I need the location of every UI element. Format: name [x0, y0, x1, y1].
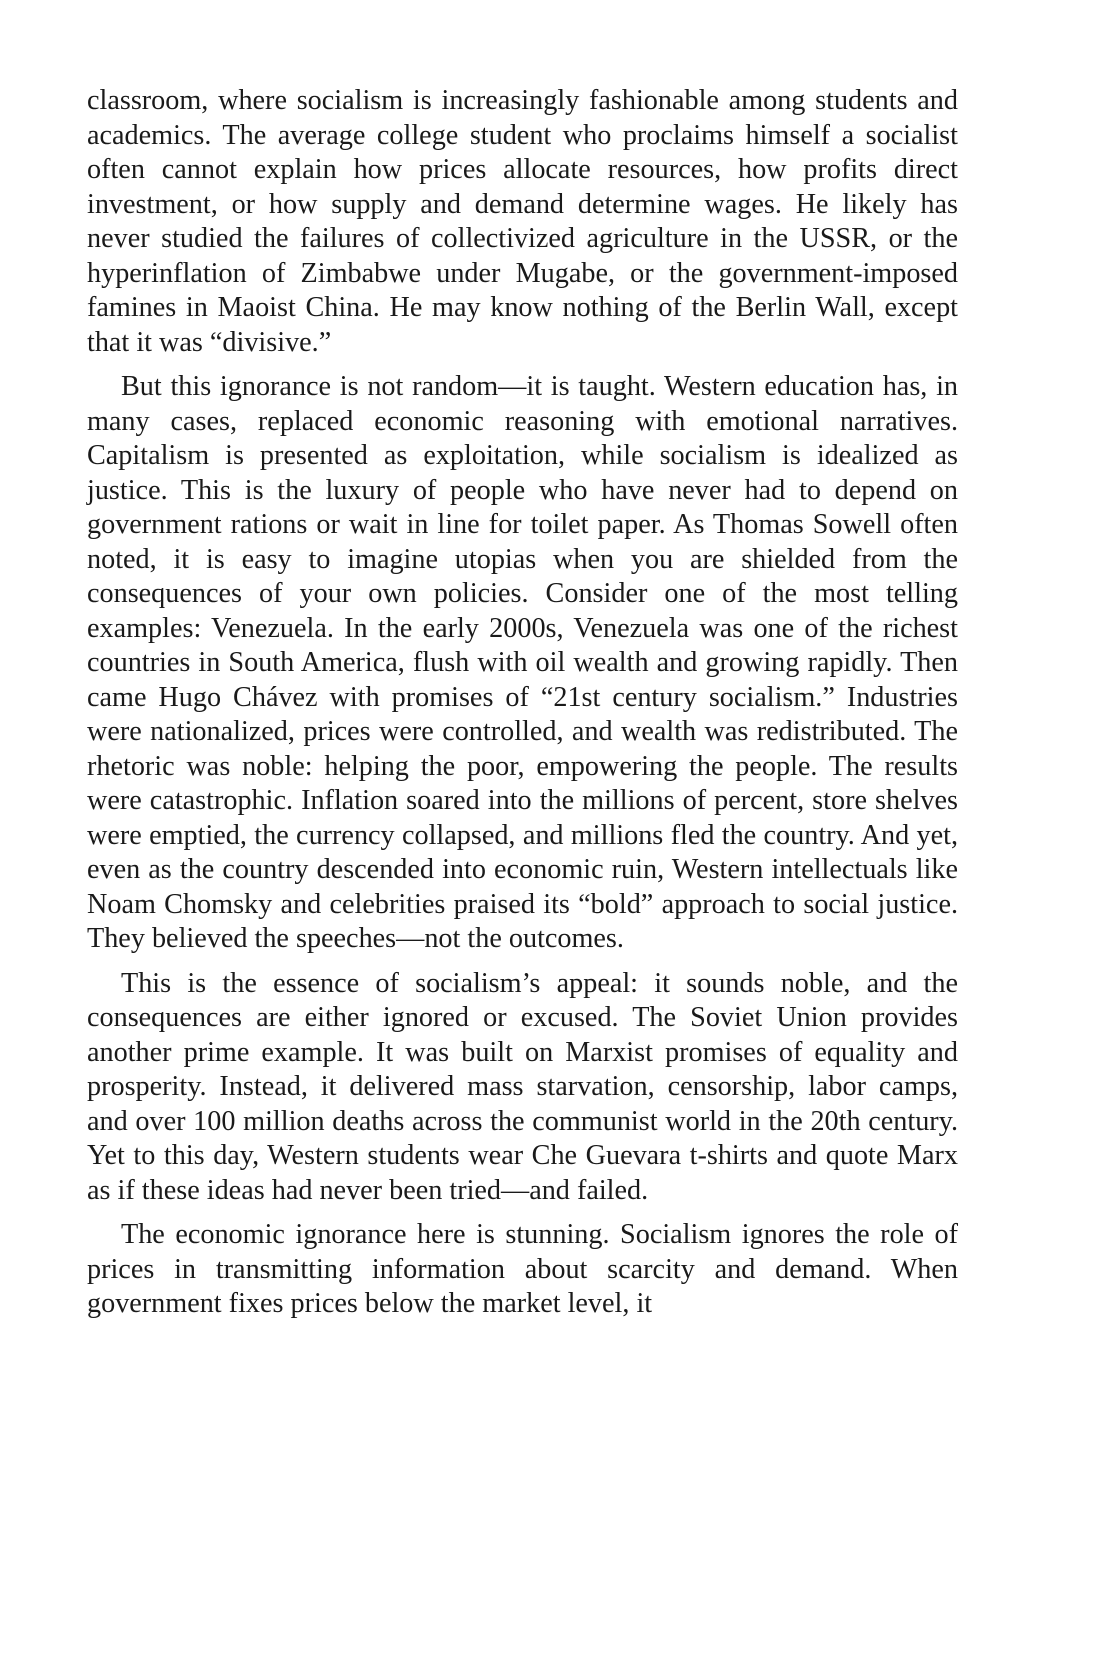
paragraph-ignorance-taught-venezuela: But this ignorance is not random—it is taught. Western education has, in many cases, replaced economic reasoning with emotional narratives. Capitalism is presented as exploitation, while socialism is idealized as justice. This is the luxury of people who have never had to depend on government rations or wait in line for toilet paper. As Thomas Sowell often noted, it is easy to imagine utopias when you are shielded from the consequences of your own policies. Consider one of the most telling examples: Venezuela. In the early 2000s, Venezuela was one of the richest countries in South America, flush with oil wealth and growing rapidly. Then came Hugo Chávez with promises of “21st century socialism.” Industries were nationalized, prices were controlled, and wealth was redistributed. The rhetoric was noble: helping the poor, empowering the people. The results were catastrophic. Inflation soared into the millions of percent, store shelves were emptied, the currency collapsed, and millions fled the country. And yet, even as the country descended into economic ruin, Western intellectuals like Noam Chomsky and celebrities praised its “bold” approach to social justice. They believed the speeches—not the outcomes. — [87, 371, 958, 954]
paragraph-socialism-appeal-soviet: This is the essence of socialism’s appeal: it sounds noble, and the consequences are either ignored or excused. The Soviet Union provides another prime example. It was built on Marxist promises of equality and prosperity. Instead, it delivered mass starvation, censorship, labor camps, and over 100 million deaths across the communist world in the 20th century. Yet to this day, Western students wear Che Guevara t-shirts and quote Marx as if these ideas had never been tried—and failed. — [87, 967, 958, 1206]
paragraph-economic-ignorance-prices: The economic ignorance here is stunning. Socialism ignores the role of prices in transmitting information about scarcity and demand. When government fixes prices below the market level, it — [87, 1219, 958, 1319]
paragraph-classroom-socialism: classroom, where socialism is increasingly fashionable among students and academics. The average college student who proclaims himself a socialist often cannot explain how prices allocate resources, how profits direct investment, or how supply and demand determine wages. He likely has never studied the failures of collectivized agriculture in the USSR, or the hyperinflation of Zimbabwe under Mugabe, or the government-imposed famines in Maoist China. He may know nothing of the Berlin Wall, except that it was “divisive.” — [87, 85, 958, 358]
document-page — [87, 84, 958, 1332]
